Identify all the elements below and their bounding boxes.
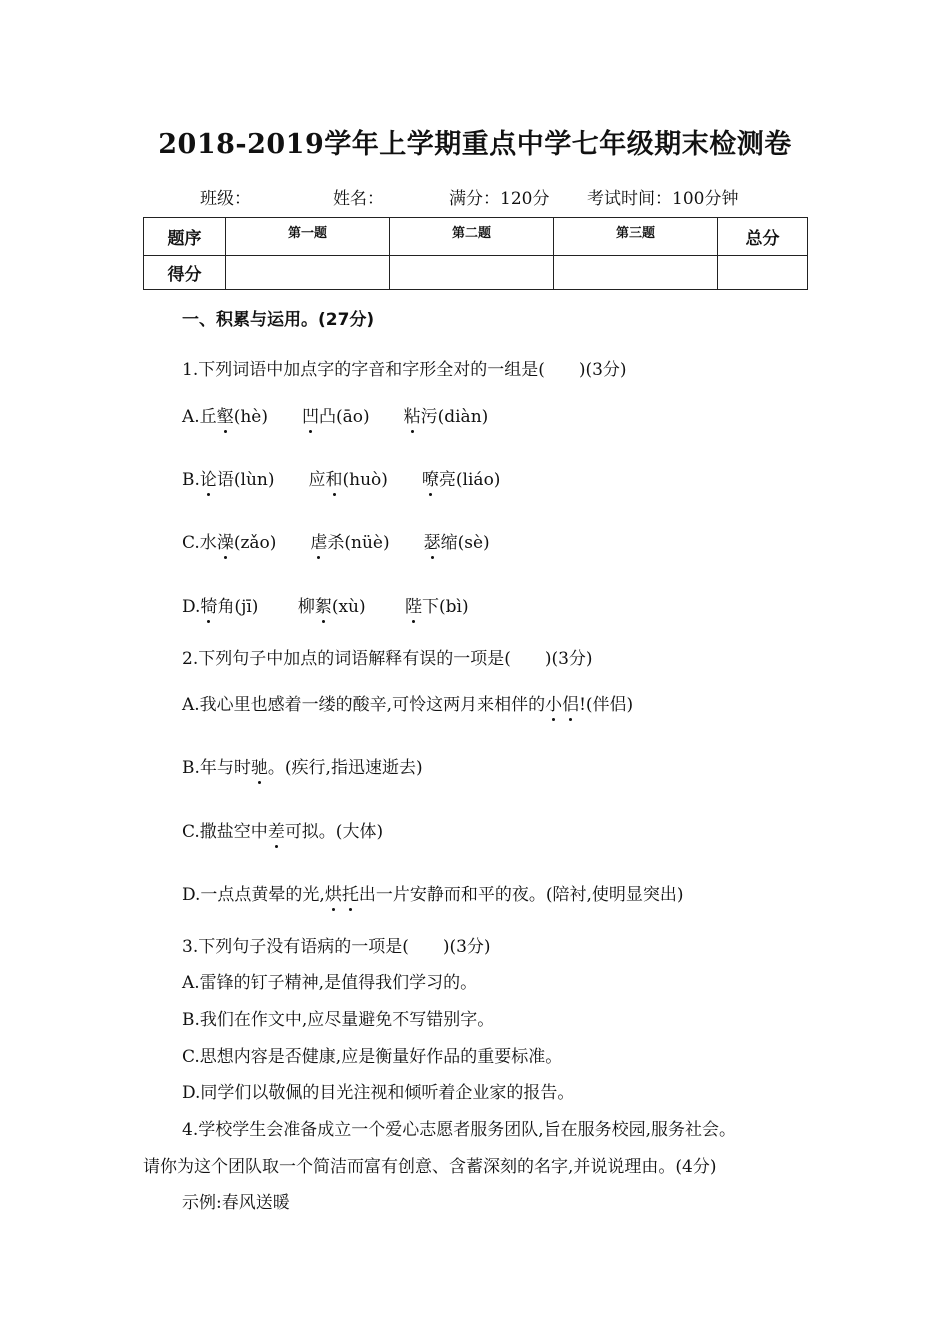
page-title: 2018-2019学年上学期重点中学七年级期末检测卷 [158,129,792,160]
q1-option-a: A.丘壑(hè) 凹凸(āo) 粘污(diàn) [182,407,489,427]
emphasis-char: 粘 [403,407,421,427]
q2-option-b: B.年与时驰。(疾行,指迅速逝去) [182,758,423,778]
q3-option-b: B.我们在作文中,应尽量避免不写错别字。 [182,1010,495,1030]
q2-option-a: A.我心里也感着一缕的酸辛,可怜这两月来相伴的小侣!(伴侣) [182,695,634,715]
header-cell: 第二题 [390,218,554,256]
score-cell[interactable] [390,256,554,290]
emphasis-char: 侣 [562,695,580,715]
q1-option-d: D.犄角(jī) 柳絮(xù) 陛下(bì) [182,597,469,617]
score-table [143,217,808,290]
q4-stem-line2: 请你为这个团队取一个简洁而富有创意、含蓄深刻的名字,并说说理由。(4分) [143,1157,717,1177]
emphasis-char: 差 [267,822,285,842]
q1-option-b: B.论语(lùn) 应和(huò) 嘹亮(liáo) [182,470,501,490]
q1-stem: 1.下列词语中加点字的字音和字形全对的一组是( )(3分) [182,360,627,380]
emphasis-char: 瑟 [423,533,441,553]
emphasis-char: 澡 [216,533,234,553]
header-cell: 第三题 [554,218,718,256]
header-cell: 题序 [144,218,226,256]
score-cell[interactable] [226,256,390,290]
score-cell[interactable] [718,256,808,290]
q1-option-c: C.水澡(zǎo) 虐杀(nüè) 瑟缩(sè) [182,533,490,553]
emphasis-char: 小 [545,695,563,715]
q2-stem: 2.下列句子中加点的词语解释有误的一项是( )(3分) [182,649,593,669]
q3-option-a: A.雷锋的钉子精神,是值得我们学习的。 [182,973,478,993]
emphasis-char: 驰 [250,758,268,778]
score-table-header-row [144,218,808,256]
emphasis-char: 凹 [301,407,319,427]
q2-option-d: D.一点点黄晕的光,烘托出一片安静而和平的夜。(陪衬,使明显突出) [182,885,684,905]
emphasis-char: 和 [325,470,343,490]
row-label: 得分 [144,256,226,290]
emphasis-char: 托 [341,885,359,905]
q3-option-d: D.同学们以敬佩的目光注视和倾听着企业家的报告。 [182,1083,575,1103]
section-title: 一、积累与运用。(27分) [182,310,375,330]
exam-time: 考试时间：100分钟 [587,189,739,209]
emphasis-char: 犄 [200,597,218,617]
emphasis-char: 嘹 [421,470,439,490]
emphasis-char: 陛 [405,597,423,617]
emphasis-char: 壑 [216,407,234,427]
class-label: 班级： [200,189,251,209]
score-table-score-row [144,256,808,290]
q3-stem: 3.下列句子没有语病的一项是( )(3分) [182,937,491,957]
header-cell: 第一题 [226,218,390,256]
emphasis-char: 虐 [310,533,328,553]
q3-option-c: C.思想内容是否健康,应是衡量好作品的重要标准。 [182,1047,563,1067]
q2-option-c: C.撒盐空中差可拟。(大体) [182,822,384,842]
score-cell[interactable] [554,256,718,290]
name-label: 姓名： [333,189,384,209]
q4-example: 示例:春风送暖 [182,1193,290,1213]
emphasis-char: 絮 [314,597,332,617]
emphasis-char: 烘 [324,885,342,905]
header-cell: 总分 [718,218,808,256]
emphasis-char: 论 [199,470,217,490]
q4-stem-line1: 4.学校学生会准备成立一个爱心志愿者服务团队,旨在服务校园,服务社会。 [182,1120,737,1140]
full-score: 满分：120分 [449,189,550,209]
